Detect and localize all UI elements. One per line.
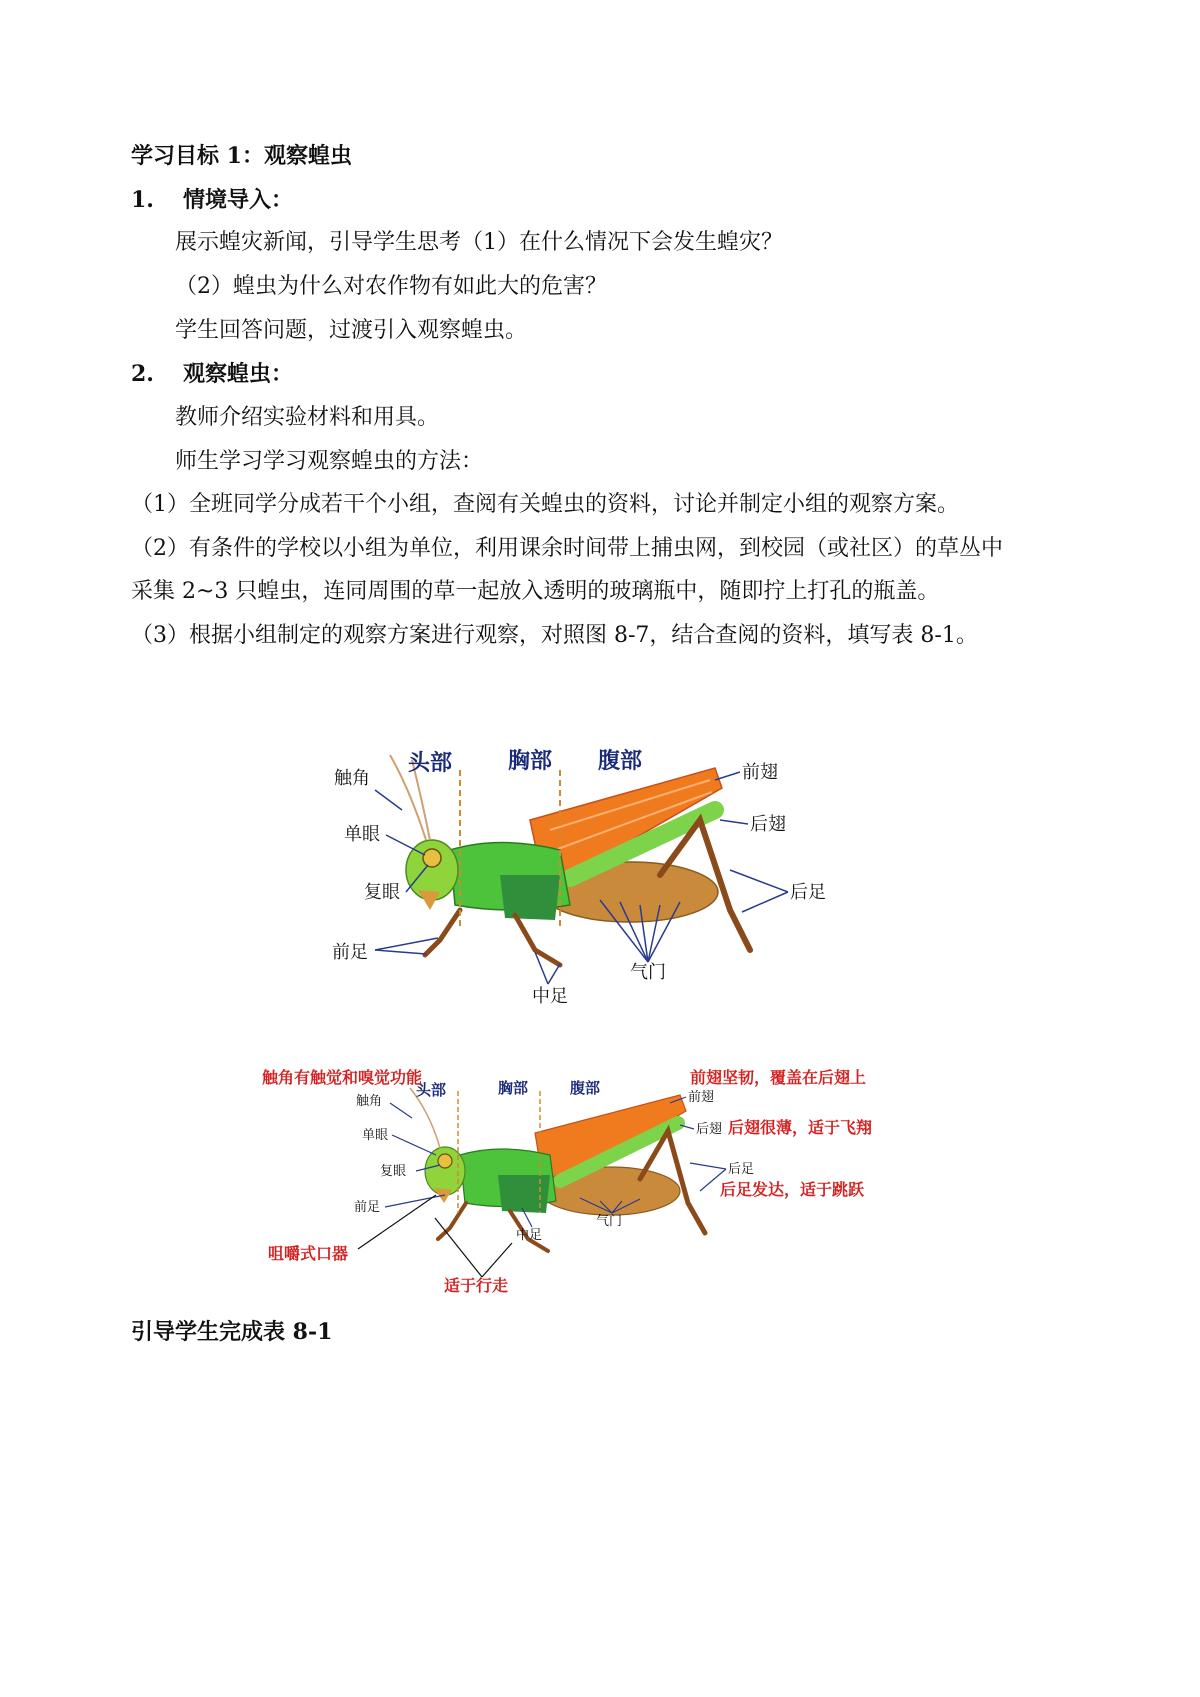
paragraph: 学生回答问题，过渡引入观察蝗虫。 [175,318,528,343]
paragraph: 师生学习学习观察蝗虫的方法： [175,449,484,474]
fig2-head-label: 头部 [416,1081,447,1099]
fig2-compound-eye-label: 复眼 [380,1164,407,1179]
fig1-thorax-label: 胸部 [508,749,553,774]
grasshopper-illustration-annotated [410,1088,705,1251]
fig1-forewing-label: 前翅 [742,762,778,783]
grasshopper-figure-1 [330,740,840,1020]
fig1-midleg-label: 中足 [532,986,568,1007]
fig1-foreleg-label: 前足 [332,942,368,963]
fig2-midleg-label: 中足 [516,1228,543,1243]
fig1-hindleg-label: 后足 [790,882,826,903]
section-1-title: 情境导入： [183,187,294,213]
paragraph: 采集 2~3 只蝗虫，连同周围的草一起放入透明的玻璃瓶中，随即拧上打孔的瓶盖。 [131,579,940,604]
grasshopper-figure-2 [260,1063,900,1303]
paragraph: （1）全班同学分成若干个小组，查阅有关蝗虫的资料，讨论并制定小组的观察方案。 [131,492,959,517]
paragraph: （3）根据小组制定的观察方案进行观察，对照图 8-7，结合查阅的资料，填写表 8-1。 [131,623,978,648]
section-1-number: 1. [131,187,154,213]
fig1-abdomen-label: 腹部 [598,749,643,774]
fig2-thorax-label: 胸部 [498,1079,529,1097]
fig1-spiracle-label: 气门 [630,962,666,983]
fig1-hindwing-label: 后翅 [750,814,786,835]
fig2-note-mouthparts: 咀嚼式口器 [268,1244,349,1263]
fig2-abdomen-label: 腹部 [570,1079,601,1097]
section-2-title: 观察蝗虫： [183,361,294,387]
fig1-head-label: 头部 [408,751,453,776]
page-heading: 学习目标 1：观察蝗虫 [131,143,352,169]
fig1-antenna-label: 触角 [334,768,370,789]
fig2-note-hindleg: 后足发达，适于跳跃 [720,1180,865,1199]
section-2-heading [131,359,293,389]
paragraph: （2）蝗虫为什么对农作物有如此大的危害？ [175,274,607,299]
section-2-number: 2. [131,361,154,387]
fig2-note-walking: 适于行走 [444,1276,509,1295]
fig2-note-antenna: 触角有触觉和嗅觉功能 [262,1068,423,1087]
fig2-antenna-label: 触角 [356,1094,383,1109]
fig2-foreleg-label: 前足 [354,1200,381,1215]
fig2-hindwing-label: 后翅 [696,1122,723,1137]
fig2-note-forewing: 前翅坚韧，覆盖在后翅上 [690,1068,867,1087]
paragraph: 展示蝗灾新闻，引导学生思考（1）在什么情况下会发生蝗灾？ [175,230,783,255]
fig2-ocellus-label: 单眼 [362,1128,389,1143]
section-1-heading [131,185,293,215]
footer-instruction: 引导学生完成表 8-1 [131,1319,333,1345]
fig2-note-hindwing: 后翅很薄，适于飞翔 [728,1118,873,1137]
fig2-forewing-label: 前翅 [688,1090,715,1105]
paragraph: 教师介绍实验材料和用具。 [175,405,440,430]
paragraph: （2）有条件的学校以小组为单位，利用课余时间带上捕虫网，到校园（或社区）的草丛中 [131,536,1004,561]
fig2-spiracle-label: 气门 [596,1214,623,1229]
fig2-hindleg-label: 后足 [728,1162,755,1177]
fig1-ocellus-label: 单眼 [344,824,380,845]
grasshopper-illustration [390,755,750,965]
fig1-compound-eye-label: 复眼 [364,882,400,903]
